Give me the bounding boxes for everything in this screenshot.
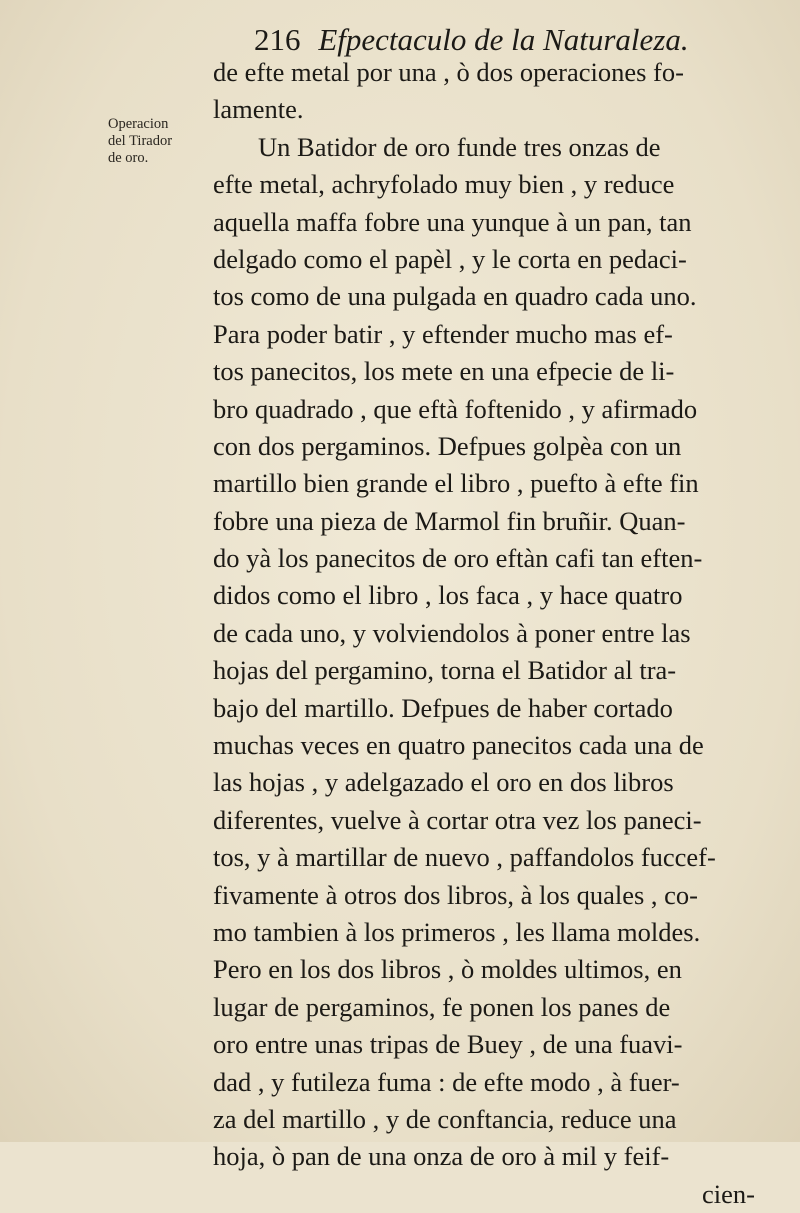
text-line: efte metal, achryfolado muy bien , y reduce xyxy=(213,169,675,200)
margin-note xyxy=(108,116,198,167)
running-title: Efpectaculo de la Naturaleza. xyxy=(318,22,689,57)
text-line: mo tambien à los primeros , les llama moldes. xyxy=(213,916,701,947)
text-line: didos como el libro , los faca , y hace quatro xyxy=(213,580,683,611)
margin-note-line: Operacion xyxy=(108,116,169,132)
text-line: oro entre unas tripas de Buey , de una fuavi- xyxy=(213,1029,683,1060)
text-line: aquella maffa fobre una yunque à un pan, tan xyxy=(213,206,692,237)
text-line: de efte metal por una , ò dos operaciones fo- xyxy=(213,57,684,87)
text-line: muchas veces en quatro panecitos cada una de xyxy=(213,730,704,761)
catchword: cien- xyxy=(702,1178,755,1209)
text-line: bro quadrado , que eftà foftenido , y afirmado xyxy=(213,393,698,424)
text-line: fivamente à otros dos libros, à los quales , co- xyxy=(213,879,698,910)
text-line: Un Batidor de oro funde tres onzas de xyxy=(258,131,661,162)
text-line: martillo bien grande el libro , puefto à efte fin xyxy=(213,468,699,499)
text-line: tos, y à martillar de nuevo , paffandolos fuccef- xyxy=(213,842,716,873)
text-line: tos como de una pulgada en quadro cada uno. xyxy=(213,281,697,312)
text-line: de cada uno, y volviendolos à poner entre las xyxy=(213,617,691,648)
text-line: fobre una pieza de Marmol fin bruñir. Quan- xyxy=(213,505,686,536)
text-line: Para poder batir , y eftender mucho mas ef- xyxy=(213,318,673,349)
text-line: tos panecitos, los mete en una efpecie de li- xyxy=(213,356,675,387)
text-line: diferentes, vuelve à cortar otra vez los paneci- xyxy=(213,804,702,835)
page-number: 216 xyxy=(254,22,301,57)
text-line: Pero en los dos libros , ò moldes ultimos, en xyxy=(213,954,682,985)
body-text xyxy=(213,54,773,1213)
margin-note-line: del Tirador xyxy=(108,133,173,149)
text-line: bajo del martillo. Defpues de haber cortado xyxy=(213,692,673,723)
text-line: hojas del pergamino, torna el Batidor al tra- xyxy=(213,655,677,686)
text-line: lugar de pergaminos, fe ponen los panes de xyxy=(213,991,671,1022)
text-line: hoja, ò pan de una onza de oro à mil y feif- xyxy=(213,1141,670,1172)
margin-note-line: de oro. xyxy=(108,150,149,166)
text-line: lamente. xyxy=(213,94,304,125)
text-line: za del martillo , y de conftancia, reduce una xyxy=(213,1103,677,1134)
text-line: con dos pergaminos. Defpues golpèa con un xyxy=(213,430,682,461)
text-line: las hojas , y adelgazado el oro en dos libros xyxy=(213,767,674,798)
text-line: delgado como el papèl , y le corta en pedaci- xyxy=(213,243,687,274)
text-line: dad , y futileza fuma : de efte modo , à fuer- xyxy=(213,1066,680,1097)
text-line: do yà los panecitos de oro eftàn cafi tan eften- xyxy=(213,543,703,574)
